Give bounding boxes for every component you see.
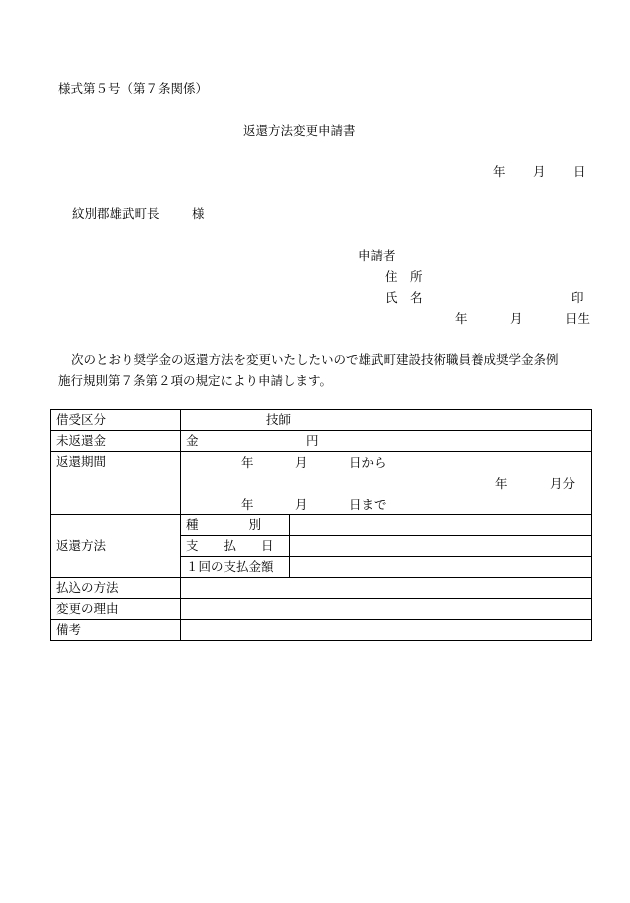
- repayment-period-value[interactable]: [181, 452, 592, 515]
- table-row: [51, 410, 592, 431]
- repayment-period-label: 返還期間: [51, 452, 181, 515]
- table-row: [51, 515, 592, 536]
- request-statement: [58, 349, 598, 391]
- method-amount-value[interactable]: [290, 557, 592, 578]
- table-row: [51, 452, 592, 515]
- change-reason-label: 変更の理由: [51, 599, 181, 620]
- period-duration-year: 年: [495, 476, 508, 491]
- unpaid-amount-label: 未返還金: [51, 431, 181, 452]
- method-payday-label: 支 払 日: [181, 536, 290, 557]
- seal-mark: 印: [571, 290, 584, 305]
- remarks-value[interactable]: [181, 620, 592, 641]
- loan-category-text: 技師: [266, 412, 292, 427]
- payment-method-label: 払込の方法: [51, 578, 181, 599]
- period-to-day: 日まで: [349, 497, 387, 512]
- table-row: [51, 620, 592, 641]
- applicant-label: 申請者: [358, 248, 396, 263]
- table-row: [51, 578, 592, 599]
- period-to-year: 年: [241, 497, 254, 512]
- birth-day-label: 日生: [565, 311, 591, 326]
- addressee-name: 紋別郡雄武町長: [72, 206, 160, 221]
- form-number: 様式第５号（第７条関係）: [58, 81, 209, 96]
- method-type-label: 種 別: [181, 515, 290, 536]
- method-type-value[interactable]: [290, 515, 592, 536]
- birth-month-label: 月: [510, 311, 523, 326]
- document-title: 返還方法変更申請書: [243, 123, 356, 138]
- loan-category-label: 借受区分: [51, 410, 181, 431]
- method-amount-label: １回の支払金額: [181, 557, 290, 578]
- table-row: [51, 599, 592, 620]
- loan-category-value: [181, 410, 592, 431]
- period-to-month: 月: [295, 497, 308, 512]
- applicant-birthdate: [455, 311, 590, 327]
- period-duration-month: 月分: [550, 476, 576, 491]
- applicant-name-label: 氏 名: [385, 290, 423, 305]
- date-month-label: 月: [533, 164, 546, 179]
- unpaid-amount-value[interactable]: [181, 431, 592, 452]
- change-reason-value[interactable]: [181, 599, 592, 620]
- amount-prefix: 金: [186, 433, 199, 448]
- request-statement-line1: 次のとおり奨学金の返還方法を変更いたしたいので雄武町建設技術職員養成奨学金条例: [71, 352, 559, 367]
- payment-method-value[interactable]: [181, 578, 592, 599]
- remarks-label: 備考: [51, 620, 181, 641]
- applicant-address-label: 住 所: [385, 269, 423, 284]
- method-payday-value[interactable]: [290, 536, 592, 557]
- request-statement-line2: 施行規則第７条第２項の規定により申請します。: [58, 373, 333, 388]
- date-year-label: 年: [493, 164, 506, 179]
- period-from-year: 年: [241, 455, 254, 470]
- application-table: [50, 409, 592, 641]
- addressee-honorific: 様: [192, 206, 205, 221]
- repayment-method-label: 返還方法: [51, 515, 181, 578]
- table-row: [51, 431, 592, 452]
- period-from-month: 月: [295, 455, 308, 470]
- birth-year-label: 年: [455, 311, 468, 326]
- period-from-day: 日から: [349, 455, 387, 470]
- application-date: [493, 164, 586, 180]
- date-day-label: 日: [573, 164, 586, 179]
- amount-suffix: 円: [306, 433, 319, 448]
